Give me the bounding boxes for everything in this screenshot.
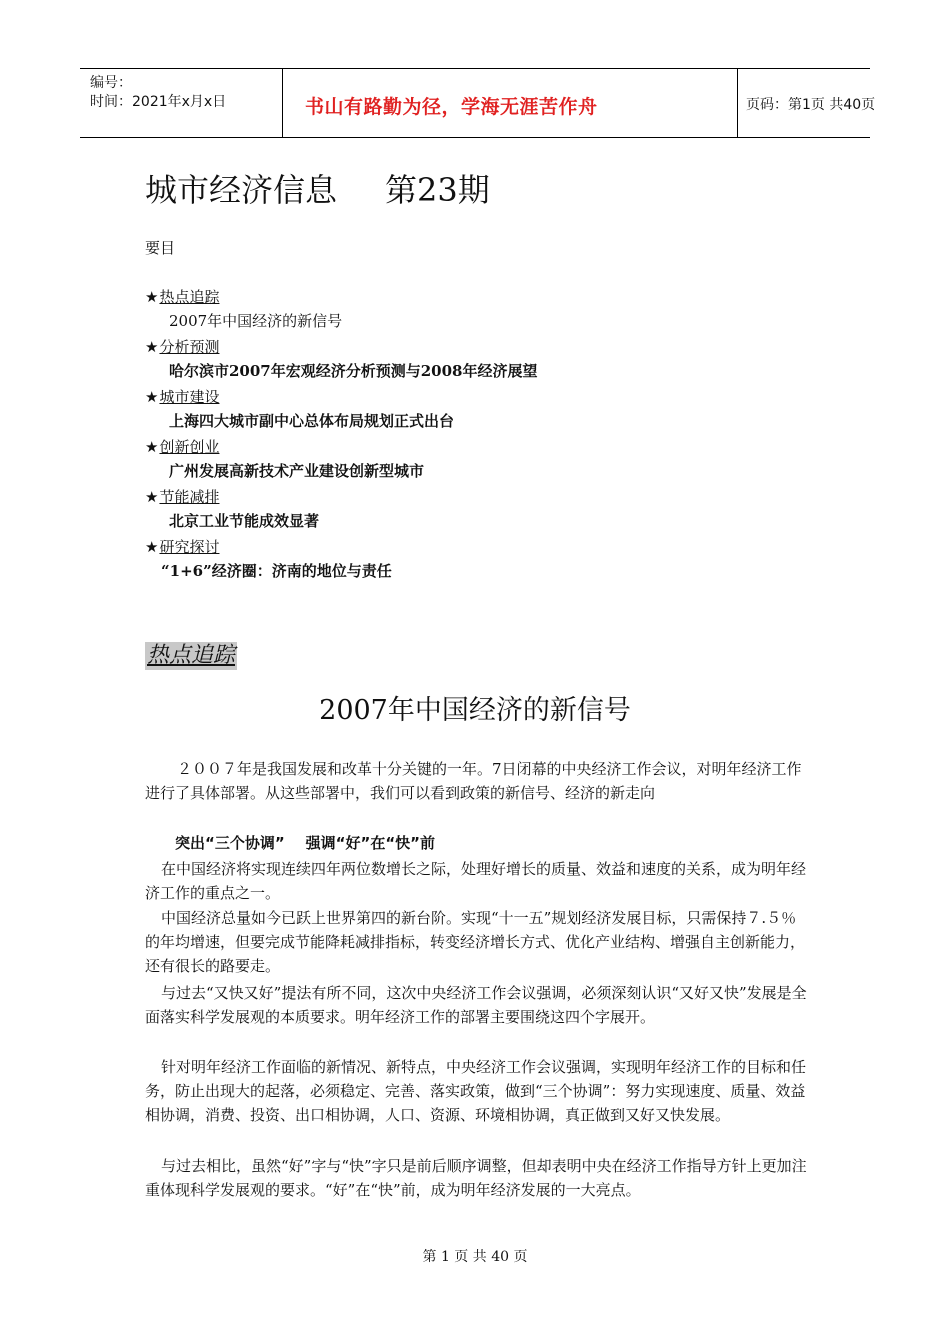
toc-item[interactable]: 上海四大城市副中心总体布局规划正式出台 xyxy=(169,412,455,430)
star-icon: ★ xyxy=(145,388,159,406)
toc-item[interactable]: 2007年中国经济的新信号 xyxy=(169,312,343,330)
article-paragraph: 在中国经济将实现连续四年两位数增长之际，处理好增长的质量、效益和速度的关系，成为明年经济工作的重点之一。 xyxy=(145,860,807,902)
article-intro: ２００７年是我国发展和改革十分关键的一年。7日闭幕的中央经济工作会议，对明年经济工作进行了具体部署。从这些部署中，我们可以看到政策的新信号、经济的新走向 xyxy=(145,760,802,802)
toc-category-link[interactable]: 节能减排 xyxy=(159,488,220,506)
toc-category xyxy=(145,386,845,408)
header-page-cell xyxy=(746,69,876,137)
toc-heading: 要目 xyxy=(145,239,176,257)
article-paragraph: 与过去“又快又好”提法有所不同，这次中央经济工作会议强调，必须深刻认识“又好又快”发展是全面落实科学发展观的本质要求。明年经济工作的部署主要围绕这四个字展开。 xyxy=(145,984,807,1026)
toc-item[interactable]: “1+6”经济圈：济南的地位与责任 xyxy=(161,562,392,580)
article-title: 2007年中国经济的新信号 xyxy=(319,695,631,726)
toc-category-link[interactable]: 分析预测 xyxy=(159,338,220,356)
toc-item[interactable]: 哈尔滨市2007年宏观经济分析预测与2008年经济展望 xyxy=(169,362,538,380)
star-icon: ★ xyxy=(145,338,159,356)
star-icon: ★ xyxy=(145,538,159,556)
table-of-contents xyxy=(145,286,845,586)
article-paragraph: 中国经济总量如今已跃上世界第四的新台阶。实现“十一五”规划经济发展目标，只需保持７.５％的年均增速，但要完成节能降耗减排指标，转变经济增长方式、优化产业结构、增强自主创新能力，还有很长的路要走。 xyxy=(145,909,806,975)
issue-number: 第23期 xyxy=(385,171,490,209)
toc-category-link[interactable]: 研究探讨 xyxy=(159,538,220,556)
time-label: 时间：2021年x月x日 xyxy=(90,94,227,110)
article-paragraph: 针对明年经济工作面临的新情况、新特点，中央经济工作会议强调，实现明年经济工作的目标和任务，防止出现大的起落，必须稳定、完善、落实政策，做到“三个协调”：努力实现速度、质量、效益相协调，消费、投资、出口相协调，人口、资源、环境相协调，真正做到又好又快发展。 xyxy=(145,1058,807,1124)
header-motto-cell xyxy=(282,69,738,137)
toc-category xyxy=(145,336,845,358)
toc-category-link[interactable]: 城市建设 xyxy=(159,388,220,406)
toc-category xyxy=(145,286,845,308)
toc-item[interactable]: 广州发展高新技术产业建设创新型城市 xyxy=(169,462,425,480)
toc-item[interactable]: 北京工业节能成效显著 xyxy=(169,512,320,530)
page-title xyxy=(145,165,490,211)
motto-text: 书山有路勤为径，学海无涯苦作舟 xyxy=(305,96,598,118)
star-icon: ★ xyxy=(145,438,159,456)
toc-category xyxy=(145,486,845,508)
toc-category-link[interactable]: 热点追踪 xyxy=(159,288,220,306)
article-subheading: 突出“三个协调” 强调“好”在“快”前 xyxy=(175,834,436,852)
toc-category-link[interactable]: 创新创业 xyxy=(159,438,220,456)
section-tag: 热点追踪 xyxy=(147,643,236,668)
article-paragraph: 与过去相比，虽然“好”字与“快”字只是前后顺序调整，但却表明中央在经济工作指导方针上更加注重体现科学发展观的要求。“好”在“快”前，成为明年经济发展的一大亮点。 xyxy=(145,1157,807,1199)
toc-category xyxy=(145,536,845,558)
star-icon: ★ xyxy=(145,288,159,306)
header-table xyxy=(80,68,876,138)
header-meta-cell xyxy=(80,69,280,137)
toc-category xyxy=(145,436,845,458)
title-text: 城市经济信息 xyxy=(145,171,338,209)
page-footer: 第 1 页 共 40 页 xyxy=(422,1249,528,1265)
number-label: 编号： xyxy=(90,75,132,91)
page-info: 页码：第1页 共40页 xyxy=(746,97,876,113)
star-icon: ★ xyxy=(145,488,159,506)
